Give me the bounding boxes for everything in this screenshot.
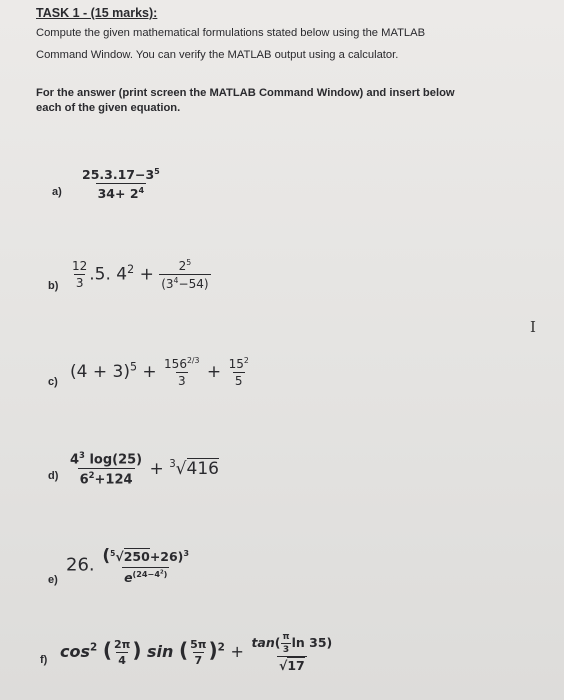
task-intro: [36, 22, 536, 66]
equation-c: $(4 + 3)^5$ + $\frac{156^{2/3}}{3}$ + $\frac{15^2}{5}$: [70, 356, 249, 388]
equation-d-label: d): [48, 470, 59, 482]
equation-a-label: a): [52, 186, 62, 198]
equation-e: 26. $\frac{(^5√250+26)^3}{e^{(24-4^2)}}$: [66, 546, 190, 586]
task-instruction: [36, 86, 526, 116]
eq-a-numerator: 25.3.17−3: [82, 167, 155, 183]
text-cursor-icon: I: [530, 318, 536, 336]
equation-d: $\frac{4^3 \log(25)}{6^2+124}$ + $^3$√416: [70, 450, 219, 488]
equation-a: $\frac{25.3.17-3^5}{34+ 2^4}$: [82, 166, 160, 202]
equation-f: $\cos^2$ ( $\frac{2\pi}{4}$ ) sin ( $\frac{5\pi}{7}$ )$^2$ + tan( $\frac{\pi}{3}$ ln 35) √17: [60, 632, 333, 673]
cube-root-icon: √: [175, 458, 187, 479]
intro-line-2: Command Window. You can verify the MATLAB output using a calculator.: [36, 49, 399, 61]
eq-a-denominator: 34+ 2: [97, 186, 139, 202]
equation-c-label: c): [48, 376, 58, 388]
fifth-root-icon: √: [115, 549, 124, 564]
instruction-line-2: each of the given equation.: [36, 102, 181, 114]
task-title: TASK 1 - (15 marks):: [36, 6, 158, 20]
equation-b-label: b): [48, 280, 59, 292]
equation-b: $\frac{12}{3}$ .5. $4^2$ + $\frac{2^5}{(3^4-54)}$: [72, 258, 209, 291]
intro-line-1: Compute the given mathematical formulations stated below using the MATLAB: [36, 27, 426, 39]
equation-f-label: f): [40, 654, 48, 666]
instruction-line-1: For the answer (print screen the MATLAB Command Window) and insert below: [36, 87, 455, 99]
square-root-icon: √: [278, 658, 288, 673]
equation-e-label: e): [48, 574, 58, 586]
